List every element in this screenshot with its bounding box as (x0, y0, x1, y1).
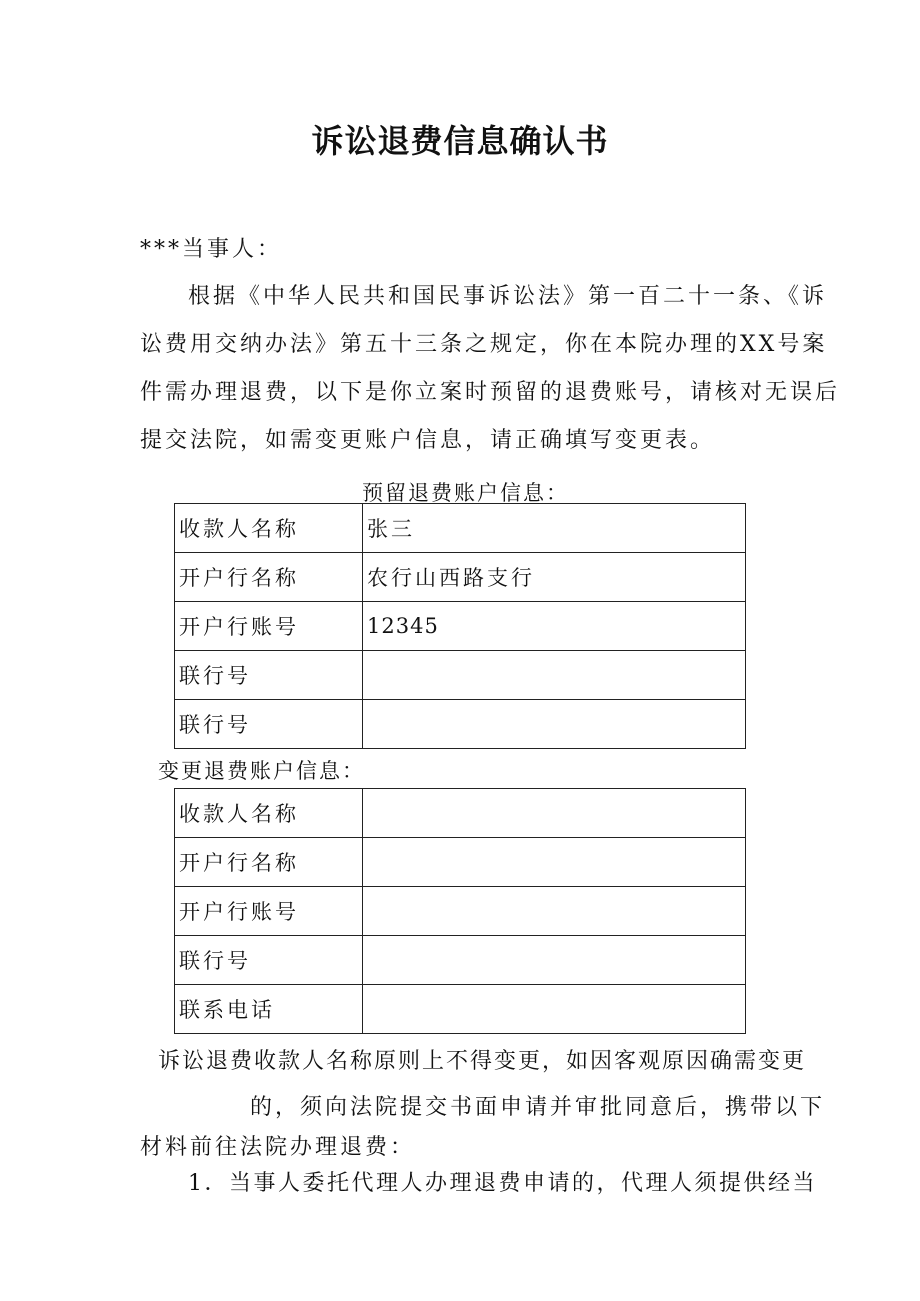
paragraph-line-2: 讼费用交纳办法》第五十三条之规定，你在本院办理的XX号案 (140, 332, 828, 357)
row-label: 联行号 (175, 700, 363, 749)
row-label: 联行号 (175, 651, 363, 700)
row-value (363, 651, 746, 700)
row-value (363, 789, 746, 838)
row-value (363, 887, 746, 936)
table-row (175, 985, 746, 1034)
table-row (175, 504, 746, 553)
change-account-caption: 变更退费账户信息： (158, 759, 365, 783)
addressee: ***当事人： (140, 237, 283, 262)
change-account-table (174, 788, 746, 1034)
row-label: 联行号 (175, 936, 363, 985)
row-label: 联系电话 (175, 985, 363, 1034)
table-row (175, 553, 746, 602)
row-value (363, 700, 746, 749)
row-label: 开户行账号 (175, 602, 363, 651)
list-item: 1．当事人委托代理人办理退费申请的，代理人须提供经当 (188, 1171, 817, 1196)
row-label: 开户行账号 (175, 887, 363, 936)
paragraph-line-3: 件需办理退费，以下是你立案时预留的退费账号，请核对无误后 (140, 380, 841, 405)
table-row (175, 838, 746, 887)
row-value (363, 936, 746, 985)
note-line-3: 材料前往法院办理退费： (140, 1135, 416, 1160)
table-row (175, 651, 746, 700)
row-label: 收款人名称 (175, 789, 363, 838)
table-row (175, 936, 746, 985)
page-title: 诉讼退费信息确认书 (311, 122, 609, 160)
row-value: 农行山西路支行 (363, 553, 746, 602)
row-value: 张三 (363, 504, 746, 553)
note-line-2: 的，须向法院提交书面申请并审批同意后，携带以下 (250, 1095, 826, 1120)
row-value: 12345 (363, 602, 746, 651)
table-row (175, 700, 746, 749)
paragraph-line-4: 提交法院，如需变更账户信息，请正确填写变更表。 (140, 428, 716, 453)
row-label: 开户行名称 (175, 838, 363, 887)
table-row (175, 887, 746, 936)
row-label: 开户行名称 (175, 553, 363, 602)
reserved-account-caption: 预留退费账户信息： (362, 481, 569, 505)
table-row (175, 602, 746, 651)
row-label: 收款人名称 (175, 504, 363, 553)
row-value (363, 838, 746, 887)
note-line-1: 诉讼退费收款人名称原则上不得变更，如因客观原因确需变更 (158, 1049, 807, 1074)
reserved-account-table (174, 503, 746, 749)
row-value (363, 985, 746, 1034)
paragraph-line-1: 根据《中华人民共和国民事诉讼法》第一百二十一条、《诉 (188, 284, 828, 309)
table-row (175, 789, 746, 838)
